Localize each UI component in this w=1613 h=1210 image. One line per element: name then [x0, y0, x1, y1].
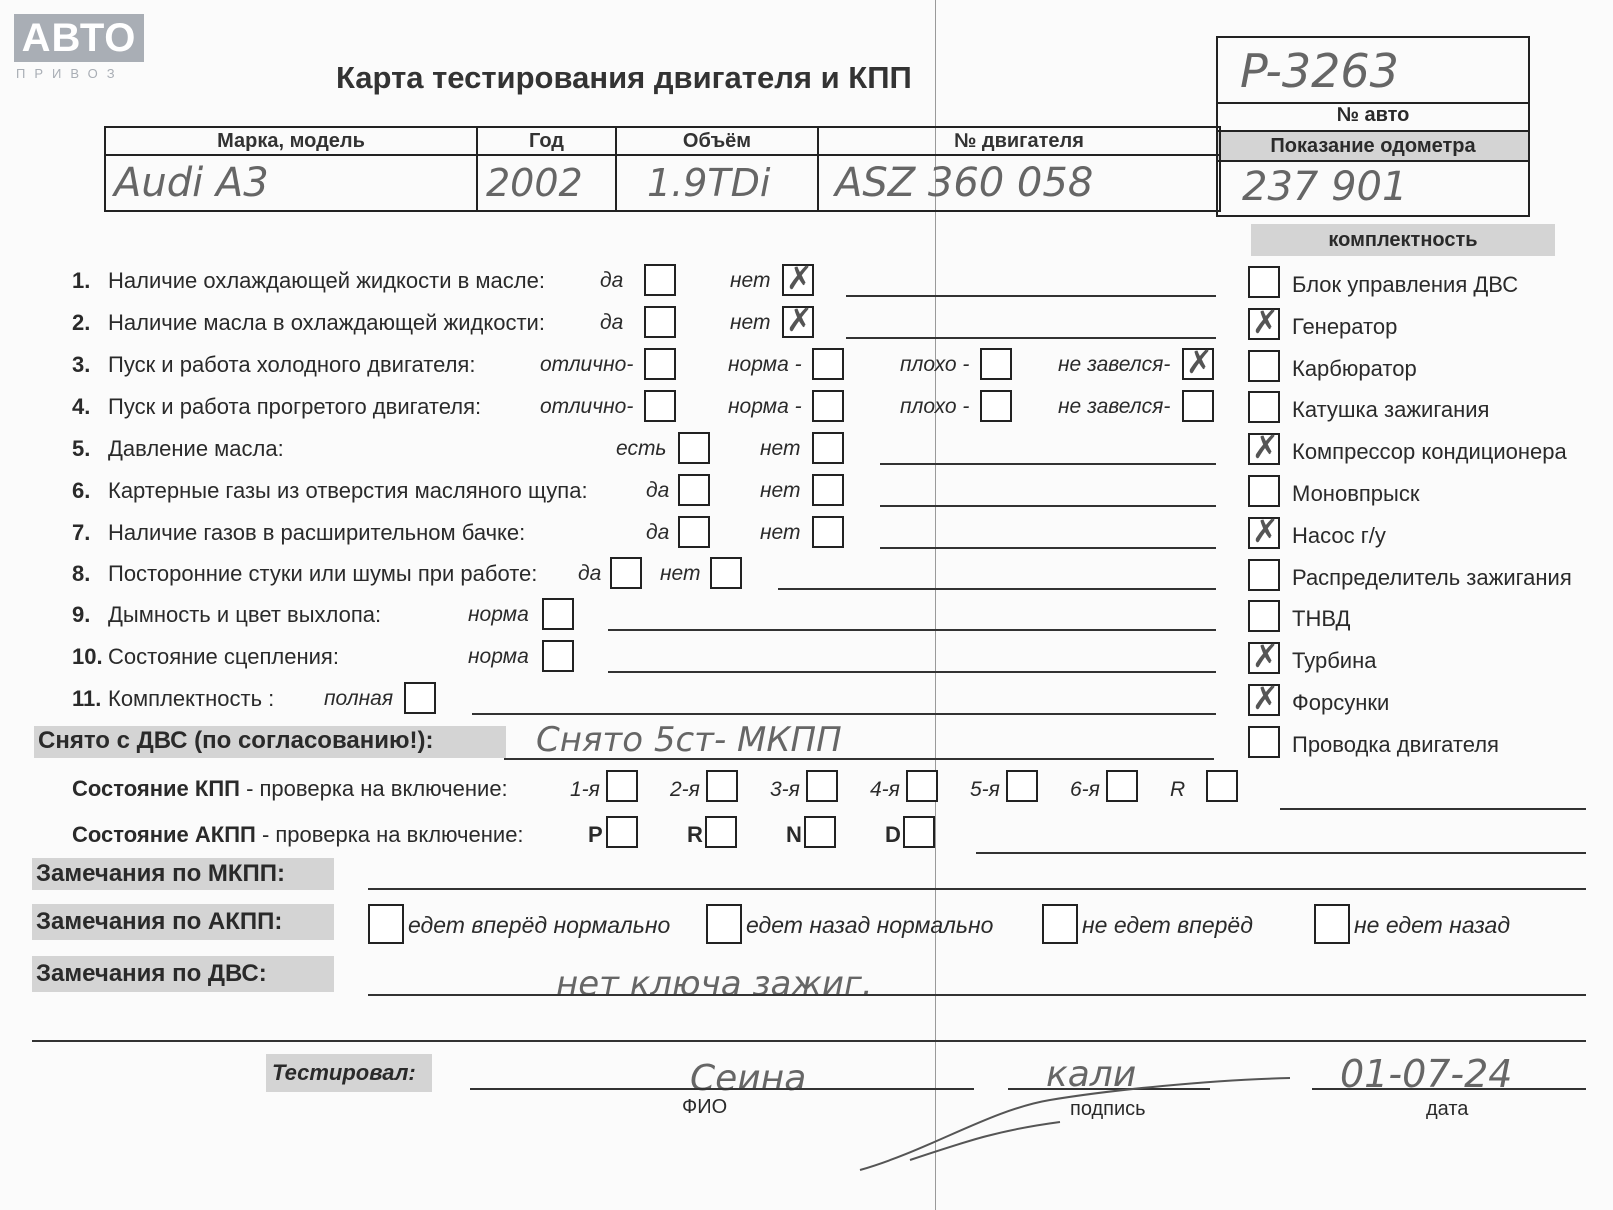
check-label: Наличие газов в расширительном бачке:	[108, 520, 526, 545]
gear-label: 5-я	[970, 778, 1000, 801]
kit-checkbox[interactable]	[1248, 679, 1280, 717]
answer-line	[846, 295, 1216, 297]
auto-number-label: № авто	[1218, 102, 1528, 130]
akpp-line	[976, 852, 1586, 854]
check-number: 10.	[72, 644, 103, 669]
option-checkbox[interactable]	[812, 516, 844, 548]
option-checkbox[interactable]	[980, 390, 1012, 422]
option-label: да	[578, 562, 602, 585]
tested-label: Тестировал:	[272, 1060, 416, 1085]
akpp-remark-checkbox[interactable]	[1042, 904, 1078, 944]
answer-line	[846, 337, 1216, 339]
check-label: Давление масла:	[108, 436, 284, 461]
kit-checkbox[interactable]	[1248, 637, 1280, 676]
check-number: 2.	[72, 310, 91, 335]
gear-checkbox[interactable]	[903, 816, 935, 848]
remarks-akpp-label: Замечания по АКПП:	[36, 908, 283, 935]
option-checkbox[interactable]	[404, 682, 436, 714]
answer-line	[880, 547, 1216, 549]
akpp-remark-checkbox[interactable]	[706, 904, 742, 944]
option-label: да	[600, 269, 624, 292]
gear-checkbox[interactable]	[1206, 770, 1238, 802]
check-label: Пуск и работа холодного двигателя:	[108, 352, 476, 377]
option-label: есть	[616, 437, 667, 460]
check-label: Комплектность :	[108, 686, 275, 711]
gear-label: 2-я	[670, 778, 700, 801]
kit-checkbox[interactable]	[1248, 266, 1280, 298]
option-checkbox[interactable]	[542, 598, 574, 630]
check-label: Посторонние стуки или шумы при работе:	[108, 561, 538, 586]
vehicle-table	[104, 126, 1221, 212]
option-label: отлично-	[540, 353, 634, 376]
option-label: нет	[760, 479, 801, 502]
gear-label: R	[1170, 778, 1186, 801]
kit-item-label: Катушка зажигания	[1292, 397, 1490, 423]
check-label: Наличие охлаждающей жидкости в масле:	[108, 268, 545, 293]
option-checkbox[interactable]	[812, 348, 844, 380]
gear-checkbox[interactable]	[1006, 770, 1038, 802]
option-label: плохо -	[900, 353, 970, 376]
check-number: 7.	[72, 520, 91, 545]
akpp-remark-label: не едет вперёд	[1082, 912, 1253, 938]
akpp-remark-checkbox[interactable]	[368, 904, 404, 944]
check-mark: ✗	[1252, 428, 1279, 467]
check-mark: ✗	[1252, 679, 1279, 717]
kit-checkbox[interactable]	[1248, 726, 1280, 758]
check-number: 6.	[72, 478, 91, 503]
removed-line	[504, 758, 1214, 760]
gear-label: 4-я	[870, 778, 900, 801]
option-checkbox[interactable]	[782, 301, 814, 339]
kit-checkbox[interactable]	[1248, 302, 1280, 341]
akpp-remark-label: не едет назад	[1354, 912, 1511, 938]
check-mark: ✗	[1252, 637, 1279, 676]
check-number: 1.	[72, 268, 91, 293]
gear-label: 6-я	[1070, 778, 1100, 801]
value-year: 2002	[477, 155, 616, 211]
option-checkbox[interactable]	[812, 390, 844, 422]
option-label: нет	[760, 437, 801, 460]
remarks-dvs-value: нет ключа зажиг.	[556, 964, 873, 1004]
option-checkbox[interactable]	[678, 516, 710, 548]
brand-logo-sub: ПРИВОЗ	[16, 66, 124, 81]
gear-checkbox[interactable]	[906, 770, 938, 802]
gear-checkbox[interactable]	[806, 770, 838, 802]
option-label: не завелся-	[1058, 395, 1171, 418]
option-checkbox[interactable]	[812, 474, 844, 506]
value-volume: 1.9TDi	[616, 155, 818, 211]
gear-checkbox[interactable]	[706, 770, 738, 802]
gear-checkbox[interactable]	[606, 770, 638, 802]
akpp-remark-label: едет назад нормально	[746, 912, 994, 938]
option-checkbox[interactable]	[644, 306, 676, 338]
check-number: 5.	[72, 436, 91, 461]
answer-line	[880, 505, 1216, 507]
kit-item-label: Моновпрыск	[1292, 481, 1420, 506]
value-engine-number: ASZ 360 058	[818, 155, 1220, 211]
page-title: Карта тестирования двигателя и КПП	[336, 60, 912, 95]
check-number: 9.	[72, 602, 91, 627]
option-checkbox[interactable]	[644, 348, 676, 380]
option-label: нет	[660, 562, 701, 585]
kit-checkbox[interactable]	[1248, 600, 1280, 632]
answer-line	[880, 463, 1216, 465]
kit-item-label: Насос г/у	[1292, 522, 1386, 548]
option-checkbox[interactable]	[678, 432, 710, 464]
brand-logo: АВТО	[14, 14, 144, 62]
kit-item-label: Компрессор кондиционера	[1292, 439, 1567, 465]
kit-item-label: Распределитель зажигания	[1292, 564, 1572, 590]
option-label: полная	[324, 687, 394, 710]
kit-item-label: Генератор	[1292, 313, 1398, 339]
option-label: да	[600, 311, 624, 334]
signature: кали	[1046, 1054, 1137, 1095]
odometer-value: 237 901	[1242, 164, 1408, 210]
check-mark: ✗	[786, 259, 813, 297]
option-checkbox[interactable]	[980, 348, 1012, 380]
option-label: плохо -	[900, 395, 970, 418]
gear-checkbox[interactable]	[705, 816, 737, 848]
removed-value: Снято 5ст- МКПП	[536, 720, 842, 760]
check-number: 11.	[72, 686, 102, 711]
tested-name: Сеина	[690, 1058, 807, 1099]
header-volume: Объём	[616, 127, 818, 155]
signature-stroke	[850, 1070, 1300, 1180]
removed-label: Снято с ДВС (по согласованию!):	[38, 727, 434, 754]
caption-sign: подпись	[1070, 1098, 1146, 1120]
header-model: Марка, модель	[105, 127, 477, 155]
header-year: Год	[477, 127, 616, 155]
option-label: норма	[468, 603, 529, 626]
answer-line	[608, 671, 1216, 673]
option-checkbox[interactable]	[782, 259, 814, 297]
option-label: да	[646, 479, 670, 502]
option-label: норма -	[728, 353, 802, 376]
answer-line	[608, 629, 1216, 631]
caption-name: ФИО	[682, 1096, 728, 1118]
value-model: Audi A3	[105, 155, 477, 211]
kit-item-label: Карбюратор	[1292, 355, 1417, 381]
kpp-label: Состояние КПП - проверка на включение:	[72, 776, 508, 801]
option-checkbox[interactable]	[812, 432, 844, 464]
option-checkbox[interactable]	[644, 390, 676, 422]
kit-checkbox[interactable]	[1248, 475, 1280, 507]
check-number: 4.	[72, 394, 91, 419]
gear-checkbox[interactable]	[804, 816, 836, 848]
option-checkbox[interactable]	[610, 557, 642, 589]
gear-label: 3-я	[770, 778, 800, 801]
check-label: Дымность и цвет выхлопа:	[108, 602, 382, 627]
kit-item-label: ТНВД	[1292, 606, 1351, 632]
akpp-remark-label: едет вперёд нормально	[408, 912, 671, 938]
kit-checkbox[interactable]	[1248, 350, 1280, 382]
remarks-mkpp-line	[368, 888, 1586, 890]
option-label: норма -	[728, 395, 802, 418]
option-checkbox[interactable]	[678, 474, 710, 506]
option-checkbox[interactable]	[1182, 390, 1214, 422]
option-label: отлично-	[540, 395, 634, 418]
remarks-dvs-label: Замечания по ДВС:	[36, 960, 267, 987]
answer-line	[472, 713, 1216, 715]
check-mark: ✗	[1252, 302, 1279, 341]
kit-header: комплектность	[1251, 224, 1555, 256]
kit-checkbox[interactable]	[1248, 428, 1280, 467]
gear-label: D	[885, 822, 901, 847]
auto-number-box	[1216, 36, 1530, 217]
option-label: норма	[468, 645, 529, 668]
kit-item-label: Турбина	[1292, 648, 1377, 674]
option-label: нет	[730, 311, 771, 334]
kit-checkbox[interactable]	[1248, 511, 1280, 550]
kpp-line	[1280, 808, 1586, 810]
check-label: Картерные газы из отверстия масляного щупа:	[108, 478, 588, 503]
option-checkbox[interactable]	[710, 557, 742, 589]
gear-label: 1-я	[570, 778, 600, 801]
gear-label: R	[687, 822, 703, 847]
option-checkbox[interactable]	[644, 264, 676, 296]
gear-label: P	[588, 822, 603, 847]
option-label: не завелся-	[1058, 353, 1171, 376]
header-engine-number: № двигателя	[818, 127, 1220, 155]
check-label: Состояние сцепления:	[108, 644, 339, 669]
kit-item-label: Форсунки	[1292, 690, 1390, 715]
remarks-extra-line	[32, 1040, 1586, 1042]
kit-item-label: Блок управления ДВС	[1292, 272, 1519, 297]
caption-date: дата	[1426, 1098, 1469, 1120]
remarks-dvs-line	[368, 994, 1586, 996]
tested-date: 01-07-24	[1340, 1052, 1513, 1096]
option-label: нет	[760, 521, 801, 544]
gear-label: N	[786, 822, 802, 847]
check-label: Пуск и работа прогретого двигателя:	[108, 394, 482, 419]
kit-checkbox[interactable]	[1248, 391, 1280, 423]
check-mark: ✗	[1186, 343, 1213, 381]
kit-checkbox[interactable]	[1248, 559, 1280, 591]
remarks-mkpp-label: Замечания по МКПП:	[36, 860, 286, 887]
option-checkbox[interactable]	[542, 640, 574, 672]
check-label: Наличие масла в охлаждающей жидкости:	[108, 310, 545, 335]
option-label: нет	[730, 269, 771, 292]
option-checkbox[interactable]	[1182, 343, 1214, 381]
akpp-remark-checkbox[interactable]	[1314, 904, 1350, 944]
check-mark: ✗	[786, 301, 813, 339]
odometer-label: Показание одометра	[1218, 130, 1528, 162]
gear-checkbox[interactable]	[1106, 770, 1138, 802]
check-number: 8.	[72, 561, 91, 586]
option-label: да	[646, 521, 670, 544]
kit-item-label: Проводка двигателя	[1292, 731, 1499, 757]
gear-checkbox[interactable]	[606, 816, 638, 848]
check-mark: ✗	[1252, 511, 1279, 550]
akpp-label: Состояние АКПП - проверка на включение:	[72, 822, 524, 847]
date-line	[1312, 1088, 1586, 1090]
auto-number-value: P-3263	[1240, 44, 1399, 98]
check-number: 3.	[72, 352, 91, 377]
answer-line	[778, 588, 1216, 590]
